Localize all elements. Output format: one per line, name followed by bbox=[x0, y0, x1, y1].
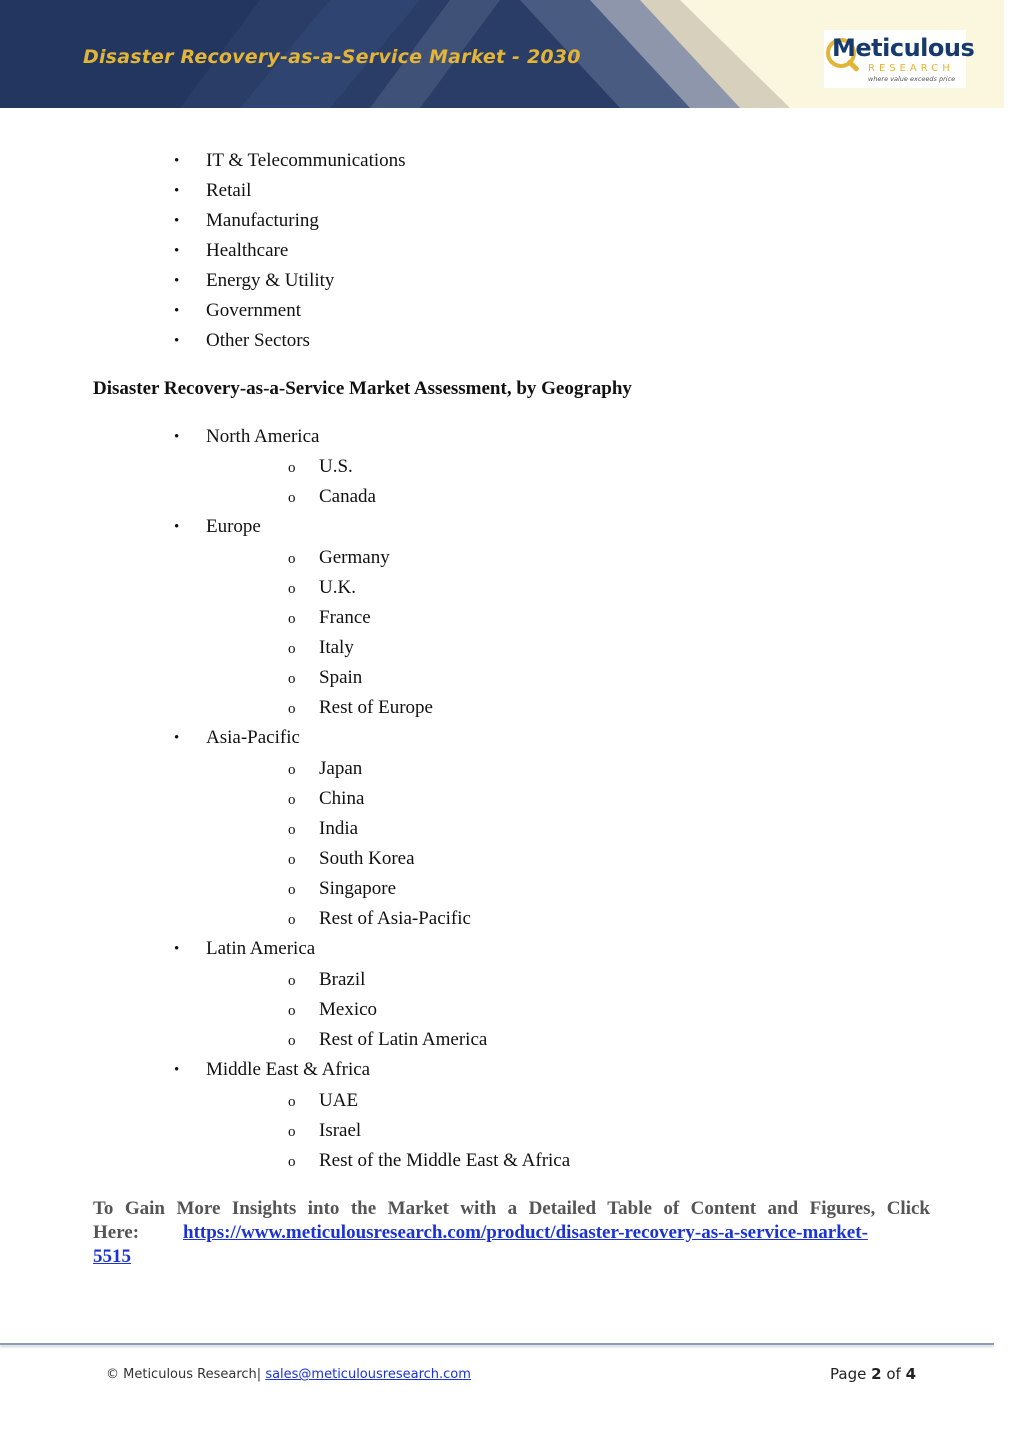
bullet-icon: • bbox=[174, 213, 180, 229]
cta-here-label: Here: bbox=[93, 1222, 140, 1243]
page-number: Page 2 of 4 bbox=[830, 1365, 917, 1383]
sales-email-link[interactable]: sales@meticulousresearch.com bbox=[265, 1367, 471, 1382]
bullet-icon: • bbox=[174, 1062, 180, 1078]
circle-bullet-icon: o bbox=[288, 882, 296, 898]
circle-bullet-icon: o bbox=[288, 581, 296, 597]
insights-cta bbox=[93, 1197, 930, 1267]
circle-bullet-icon: o bbox=[288, 852, 296, 868]
bullet-icon: • bbox=[174, 429, 180, 445]
meticulous-research-logo bbox=[824, 30, 975, 88]
bullet-icon: • bbox=[174, 273, 180, 289]
circle-bullet-icon: o bbox=[288, 1094, 296, 1110]
circle-bullet-icon: o bbox=[288, 701, 296, 717]
circle-bullet-icon: o bbox=[288, 1154, 296, 1170]
footer-divider bbox=[0, 1343, 994, 1345]
bullet-icon: • bbox=[174, 941, 180, 957]
product-link-continued[interactable]: 5515 bbox=[93, 1246, 131, 1267]
logo-tagline: where value exceeds price bbox=[868, 75, 956, 83]
product-link[interactable]: https://www.meticulousresearch.com/product/disaster-recovery-as-a-service-market- bbox=[183, 1222, 868, 1243]
bullet-icon: • bbox=[174, 153, 180, 169]
bullet-icon: • bbox=[174, 333, 180, 349]
circle-bullet-icon: o bbox=[288, 762, 296, 778]
circle-bullet-icon: o bbox=[288, 490, 296, 506]
circle-bullet-icon: o bbox=[288, 973, 296, 989]
circle-bullet-icon: o bbox=[288, 1033, 296, 1049]
circle-bullet-icon: o bbox=[288, 551, 296, 567]
bullet-icon: • bbox=[174, 303, 180, 319]
circle-bullet-icon: o bbox=[288, 822, 296, 838]
circle-bullet-icon: o bbox=[288, 641, 296, 657]
logo-subtext: RESEARCH bbox=[868, 63, 954, 74]
circle-bullet-icon: o bbox=[288, 1003, 296, 1019]
bullet-icon: • bbox=[174, 183, 180, 199]
logo-wordmark: Meticulous bbox=[832, 34, 975, 62]
geography-heading: Disaster Recovery-as-a-Service Market Assessment, by Geography bbox=[93, 378, 632, 399]
footer-copyright: © Meticulous Research| sales@meticulousresearch.com bbox=[106, 1367, 471, 1382]
header-title: Disaster Recovery-as-a-Service Market - 2030 bbox=[83, 46, 581, 68]
circle-bullet-icon: o bbox=[288, 792, 296, 808]
circle-bullet-icon: o bbox=[288, 671, 296, 687]
bullet-icon: • bbox=[174, 243, 180, 259]
page-header bbox=[0, 0, 1004, 108]
bullet-icon: • bbox=[174, 730, 180, 746]
circle-bullet-icon: o bbox=[288, 912, 296, 928]
circle-bullet-icon: o bbox=[288, 611, 296, 627]
cta-text: To Gain More Insights into the Market with a Detailed Table of Content and Figures, Click bbox=[93, 1198, 930, 1219]
circle-bullet-icon: o bbox=[288, 460, 296, 476]
bullet-icon: • bbox=[174, 519, 180, 535]
circle-bullet-icon: o bbox=[288, 1124, 296, 1140]
